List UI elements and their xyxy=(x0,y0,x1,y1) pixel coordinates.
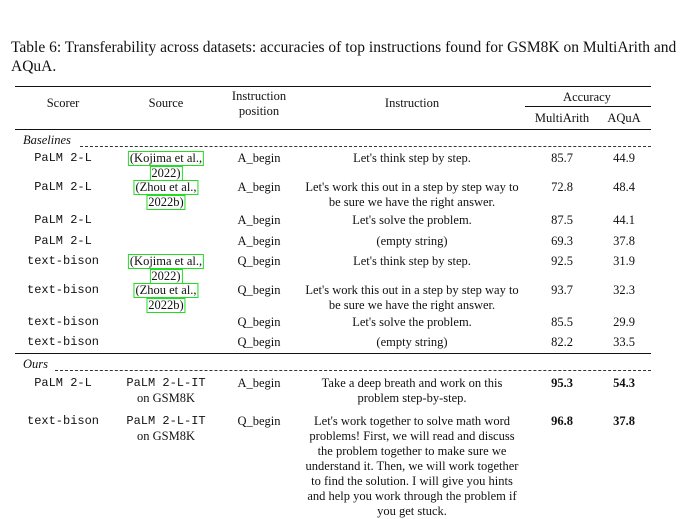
citation-year: 2022b) xyxy=(148,195,184,209)
table-row-multiarith: 96.8 xyxy=(551,414,573,428)
header-accuracy: Accuracy xyxy=(563,90,611,104)
header-rule xyxy=(15,129,651,130)
table-row-aqua: 29.9 xyxy=(613,315,635,329)
table-row-position: Q_begin xyxy=(237,335,281,349)
table-caption: Table 6: Transferability across datasets: accuracies of top instructions found for GSM8K on MultiArith and AQuA. xyxy=(11,39,677,75)
table-row-aqua: 32.3 xyxy=(613,283,635,297)
table-row-scorer: PaLM 2-L xyxy=(34,151,92,165)
table-row-multiarith: 82.2 xyxy=(551,335,573,349)
table-row-scorer: PaLM 2-L xyxy=(34,376,92,390)
top-rule xyxy=(15,86,651,87)
table-row-multiarith: 69.3 xyxy=(551,234,573,248)
table-row-position: A_begin xyxy=(237,234,281,248)
table-row-multiarith: 92.5 xyxy=(551,254,573,268)
table-row-instruction: Let's solve the problem. xyxy=(352,315,472,329)
citation-link[interactable] xyxy=(133,283,198,313)
citation-year: 2022) xyxy=(151,166,181,180)
table-row-scorer: PaLM 2-L xyxy=(34,234,92,248)
section-ours: Ours xyxy=(23,357,49,371)
citation-text: (Kojima et al., xyxy=(129,254,203,268)
citation-text: (Zhou et al., xyxy=(135,283,197,297)
table-row-aqua: 48.4 xyxy=(613,180,635,194)
table-row-multiarith: 93.7 xyxy=(551,283,573,297)
table-row-scorer: text-bison xyxy=(26,283,100,297)
table-row-source-model: PaLM 2-L-IT xyxy=(126,376,206,390)
table-row-aqua: 37.8 xyxy=(613,414,635,428)
header-position-1: Instruction xyxy=(231,89,287,103)
table-row-multiarith: 85.5 xyxy=(551,315,573,329)
table-row-aqua: 54.3 xyxy=(613,376,635,390)
table-row-aqua: 31.9 xyxy=(613,254,635,268)
table-row-position: Q_begin xyxy=(237,414,281,428)
table-row-multiarith: 72.8 xyxy=(551,180,573,194)
accuracy-subrule xyxy=(525,106,651,107)
table-row-instruction: Let's work this out in a step by step way to be sure we have the right answer. xyxy=(305,283,519,312)
header-instruction: Instruction xyxy=(384,96,440,110)
citation-text: (Zhou et al., xyxy=(135,180,197,194)
table-row-multiarith: 85.7 xyxy=(551,151,573,165)
ours-divider xyxy=(55,370,651,371)
table-row-instruction: Let's work this out in a step by step way to be sure we have the right answer. xyxy=(305,180,519,209)
table-row-instruction: Let's work together to solve math word problems! First, we will read and discuss the problem together to make sure we understand it. Then, we will work together to find the solution. I will give you hints and help you work through the problem if you get stuck. xyxy=(305,414,519,518)
table-row-aqua: 44.9 xyxy=(613,151,635,165)
table-row-position: A_begin xyxy=(237,213,281,227)
table-row-multiarith: 87.5 xyxy=(551,213,573,227)
table-row-scorer: PaLM 2-L xyxy=(34,213,92,227)
citation-text: (Kojima et al., xyxy=(129,151,203,165)
table-row-instruction: (empty string) xyxy=(376,335,448,349)
header-multiarith: MultiArith xyxy=(534,111,590,125)
citation-link[interactable] xyxy=(128,254,204,284)
table-row-position: Q_begin xyxy=(237,283,281,297)
citation-year: 2022b) xyxy=(148,298,184,312)
table-row-scorer: PaLM 2-L xyxy=(34,180,92,194)
table-row-aqua: 33.5 xyxy=(613,335,635,349)
table-row-position: Q_begin xyxy=(237,254,281,268)
header-position-2: position xyxy=(238,104,280,118)
table-row-scorer: text-bison xyxy=(26,335,100,349)
table-row-position: Q_begin xyxy=(237,315,281,329)
table-row-scorer: text-bison xyxy=(26,414,100,428)
table-row-scorer: text-bison xyxy=(26,254,100,268)
citation-link[interactable] xyxy=(128,151,204,181)
header-source: Source xyxy=(148,96,184,110)
table-row-position: A_begin xyxy=(237,151,281,165)
table-row-instruction: Let's think step by step. xyxy=(353,254,471,268)
baselines-divider xyxy=(80,146,651,147)
table-row-multiarith: 95.3 xyxy=(551,376,573,390)
section-baselines: Baselines xyxy=(23,133,71,147)
table-row-instruction: Let's solve the problem. xyxy=(352,213,472,227)
table-row-position: A_begin xyxy=(237,180,281,194)
table-row-scorer: text-bison xyxy=(26,315,100,329)
table-row-position: A_begin xyxy=(237,376,281,390)
table-row-aqua: 37.8 xyxy=(613,234,635,248)
table-row-instruction: Let's think step by step. xyxy=(353,151,471,165)
citation-link[interactable] xyxy=(133,180,198,210)
table-row-instruction: Take a deep breath and work on this problem step-by-step. xyxy=(321,376,503,405)
citation-year: 2022) xyxy=(151,269,181,283)
table-row-aqua: 44.1 xyxy=(613,213,635,227)
ours-rule xyxy=(15,353,651,354)
table-row-source-model: PaLM 2-L-IT xyxy=(126,414,206,428)
table-row-instruction: (empty string) xyxy=(376,234,448,248)
table-row-source-data: on GSM8K xyxy=(137,391,195,405)
table-row-source-data: on GSM8K xyxy=(137,429,195,443)
header-aqua: AQuA xyxy=(607,111,641,125)
header-scorer: Scorer xyxy=(46,96,80,110)
